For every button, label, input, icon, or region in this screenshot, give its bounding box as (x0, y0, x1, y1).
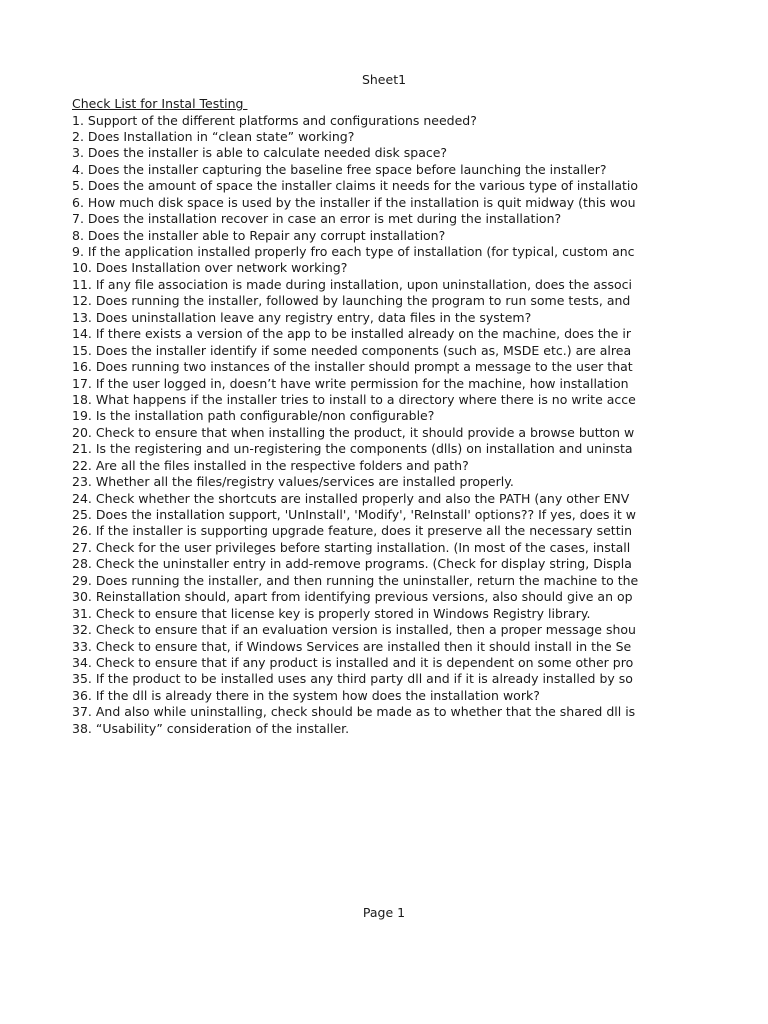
item-text: Reinstallation should, apart from identifying previous versions, also should give an op (95, 589, 633, 605)
item-text: Check for the user privileges before starting installation. (In most of the cases, install (95, 539, 631, 555)
item-text: If any file association is made during installation, upon uninstallation, does the associ (95, 276, 632, 292)
item-number: 7. (72, 211, 84, 227)
item-text: Does Installation over network working? (95, 260, 348, 276)
item-number: 17. (72, 375, 92, 391)
item-number: 13. (72, 309, 92, 325)
item-text: How much disk space is used by the installer if the installation is quit midway (this wou (87, 194, 636, 210)
checklist-item (72, 523, 640, 539)
item-text: Does the installer identify if some needed components (such as, MSDE etc.) are alrea (95, 342, 632, 358)
item-text: Does the installer capturing the baseline free space before launching the installer? (87, 161, 607, 177)
page-number: Page 1 (362, 905, 406, 920)
item-text: Are all the files installed in the respective folders and path? (95, 457, 469, 473)
item-number: 26. (72, 523, 92, 539)
item-text: Whether all the files/registry values/services are installed properly. (95, 474, 514, 490)
sheet-title: Sheet1 (361, 72, 407, 87)
checklist-item (72, 622, 640, 638)
checklist-item (72, 458, 640, 474)
item-text: Is the registering and un-registering the components (dlls) on installation and uninsta (95, 441, 633, 457)
item-text: Is the installation path configurable/non configurable? (95, 408, 435, 424)
item-number: 10. (72, 260, 92, 276)
checklist-item (72, 639, 640, 655)
item-number: 35. (72, 671, 92, 687)
checklist-item (72, 704, 640, 720)
checklist-item (72, 293, 640, 309)
checklist (72, 113, 640, 738)
item-text: Check to ensure that license key is properly stored in Windows Registry library. (95, 605, 591, 621)
item-number: 36. (72, 687, 92, 703)
item-text: Check the uninstaller entry in add-remove programs. (Check for display string, Displa (95, 556, 632, 572)
item-text: If the application installed properly fro each type of installation (for typical, custom anc (87, 244, 635, 259)
item-number: 28. (72, 556, 92, 572)
checklist-item (72, 425, 640, 441)
checklist-item (72, 655, 640, 671)
item-text: And also while uninstalling, check should be made as to whether that the shared dll is (95, 704, 636, 720)
item-number: 4. (72, 161, 84, 177)
item-number: 24. (72, 490, 92, 506)
item-number: 27. (72, 539, 92, 555)
checklist-item (72, 540, 640, 556)
checklist-title: Check List for Instal Testing (72, 96, 248, 111)
checklist-item (72, 556, 640, 572)
item-text: If the installer is supporting upgrade feature, does it preserve all the necessary settin (95, 523, 632, 539)
item-number: 14. (72, 326, 92, 342)
checklist-item (72, 277, 640, 293)
checklist-item (72, 721, 640, 737)
item-number: 1. (72, 112, 84, 128)
item-text: Does running the installer, and then running the uninstaller, return the machine to the (95, 572, 639, 588)
checklist-item (72, 244, 640, 260)
item-number: 32. (72, 622, 92, 638)
item-number: 15. (72, 342, 92, 358)
item-text: Check to ensure that when installing the product, it should provide a browse button w (95, 424, 635, 440)
checklist-item (72, 129, 640, 145)
checklist-item (72, 228, 640, 244)
item-number: 37. (72, 704, 92, 720)
checklist-item (72, 113, 640, 129)
item-number: 23. (72, 474, 92, 490)
checklist-item (72, 491, 640, 507)
checklist-item (72, 606, 640, 622)
item-text: Check whether the shortcuts are installed properly and also the PATH (any other ENV (95, 490, 630, 506)
checklist-item (72, 474, 640, 490)
item-text: Does the installation support, 'UnInstall', 'Modify', 'ReInstall' options?? If yes, does it w (95, 507, 637, 522)
item-text: Support of the different platforms and configurations needed? (87, 112, 477, 128)
item-number: 3. (72, 145, 84, 161)
item-number: 2. (72, 128, 84, 144)
item-text: If the user logged in, doesn’t have write permission for the machine, how installation (95, 375, 629, 391)
item-text: Does Installation in “clean state” working? (87, 128, 355, 144)
checklist-item (72, 260, 640, 276)
item-text: If there exists a version of the app to be installed already on the machine, does the ir (95, 326, 631, 342)
item-text: Check to ensure that if any product is installed and it is dependent on some other pro (95, 654, 634, 670)
checklist-item (72, 343, 640, 359)
item-number: 6. (72, 194, 84, 210)
item-number: 9. (72, 244, 84, 259)
item-text: Check to ensure that if an evaluation version is installed, then a proper message shou (95, 622, 636, 638)
checklist-item (72, 441, 640, 457)
item-number: 30. (72, 589, 92, 605)
item-text: Does running the installer, followed by launching the program to run some tests, and (95, 293, 631, 309)
item-text: Does the installer able to Repair any corrupt installation? (87, 227, 446, 243)
item-text: Does the amount of space the installer claims it needs for the various type of installatio (87, 178, 639, 194)
item-text: What happens if the installer tries to install to a directory where there is no write acce (95, 391, 636, 407)
checklist-item (72, 589, 640, 605)
item-number: 18. (72, 391, 92, 407)
item-text: Does running two instances of the installer should prompt a message to the user that (95, 359, 633, 375)
checklist-item (72, 211, 640, 227)
checklist-item (72, 145, 640, 161)
checklist-item (72, 507, 640, 523)
item-number: 29. (72, 572, 92, 588)
checklist-item (72, 392, 640, 408)
item-number: 8. (72, 227, 84, 243)
checklist-item (72, 326, 640, 342)
checklist-item (72, 573, 640, 589)
item-text: Does the installer is able to calculate needed disk space? (87, 145, 448, 161)
checklist-item (72, 195, 640, 211)
checklist-item (72, 408, 640, 424)
checklist-item (72, 671, 640, 687)
item-number: 5. (72, 178, 84, 194)
item-number: 20. (72, 424, 92, 440)
item-text: “Usability” consideration of the installer. (95, 720, 350, 736)
item-number: 12. (72, 293, 92, 309)
item-text: Does the installation recover in case an error is met during the installation? (87, 211, 562, 227)
item-text: If the dll is already there in the system how does the installation work? (95, 687, 540, 703)
checklist-item (72, 688, 640, 704)
item-text: If the product to be installed uses any third party dll and if it is already installed by so (95, 671, 633, 687)
checklist-section (72, 96, 640, 737)
item-text: Check to ensure that, if Windows Services are installed then it should install in the Se (95, 638, 632, 654)
checklist-item (72, 359, 640, 375)
checklist-item (72, 162, 640, 178)
item-number: 22. (72, 457, 92, 473)
checklist-item (72, 310, 640, 326)
item-number: 38. (72, 720, 92, 736)
item-number: 34. (72, 654, 92, 670)
checklist-item (72, 178, 640, 194)
item-number: 21. (72, 441, 92, 457)
item-number: 33. (72, 638, 92, 654)
checklist-item (72, 376, 640, 392)
item-number: 11. (72, 276, 92, 292)
item-number: 16. (72, 359, 92, 375)
item-number: 19. (72, 408, 92, 424)
item-text: Does uninstallation leave any registry entry, data files in the system? (95, 309, 532, 325)
item-number: 31. (72, 605, 92, 621)
item-number: 25. (72, 507, 92, 522)
